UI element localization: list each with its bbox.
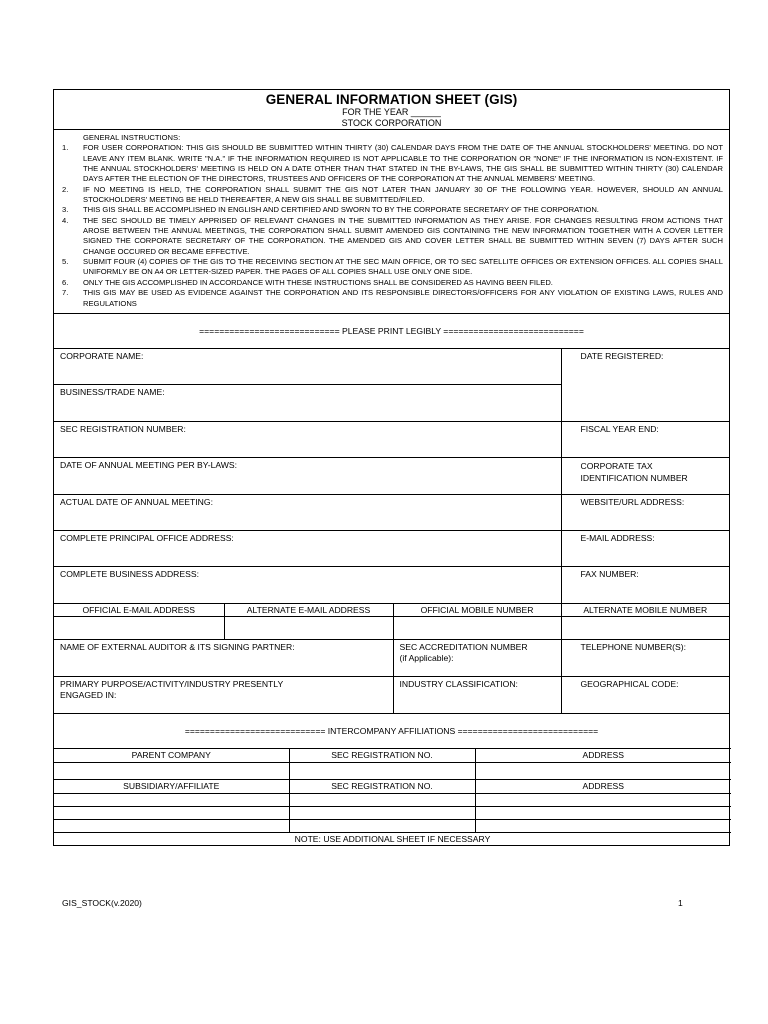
business-address-field[interactable] bbox=[54, 567, 561, 604]
gis-form bbox=[53, 89, 730, 846]
instruction-item bbox=[62, 205, 723, 215]
subsidiary-sec-reg-label: SEC REGISTRATION NO. bbox=[331, 780, 433, 791]
external-auditor-field[interactable] bbox=[54, 640, 393, 676]
telephone-field[interactable] bbox=[561, 640, 729, 676]
parent-sec-reg-label: SEC REGISTRATION NO. bbox=[331, 749, 433, 760]
official-email-input[interactable] bbox=[54, 617, 224, 640]
instruction-item bbox=[62, 143, 723, 184]
for-the-year: FOR THE YEAR ______ bbox=[342, 107, 441, 117]
sec-registration-number-label: SEC REGISTRATION NUMBER: bbox=[60, 424, 186, 435]
date-registered-field[interactable] bbox=[561, 349, 729, 422]
subsidiary-sec-reg-input[interactable] bbox=[289, 806, 475, 819]
parent-address-input[interactable] bbox=[475, 762, 731, 779]
corporate-tax-id-label-2: IDENTIFICATION NUMBER bbox=[580, 473, 688, 484]
sec-registration-number-field[interactable] bbox=[54, 422, 561, 458]
industry-classification-field[interactable] bbox=[393, 676, 561, 713]
parent-company-label: PARENT COMPANY bbox=[131, 749, 211, 760]
alternate-mobile-header bbox=[561, 604, 729, 617]
page-number: 1 bbox=[678, 898, 683, 908]
principal-office-address-label: COMPLETE PRINCIPAL OFFICE ADDRESS: bbox=[60, 533, 234, 544]
parent-company-header bbox=[54, 748, 289, 762]
corporate-name-field[interactable] bbox=[54, 349, 561, 385]
primary-purpose-field[interactable] bbox=[54, 676, 393, 713]
instruction-text: THE SEC SHOULD BE TIMELY APPRISED OF RELEVANT CHANGES IN THE SUBMITTED INFORMATION AS THEY ARISE. FOR CHANGES RESULTING FROM ACTIONS THAT AROSE BETWEEN THE ANNUAL MEETINGS, THE CORPORATION SHALL SUBMIT AMENDED GIS CONTAINING THE NEW INFORMATION TOGETHER WITH A COVER LETTER SIGNED THE CORPORATE SECRETARY OF THE CORPORATION. THE AMENDED GIS AND COVER LETTER SHALL BE SUBMITTED WITHIN SEVEN (7) DAYS AFTER SUCH CHANGE OCCURED OR BECAME EFFECTIVE. bbox=[83, 215, 723, 256]
primary-purpose-label-2: ENGAGED IN: bbox=[60, 689, 117, 700]
geographical-code-label: GEOGRAPHICAL CODE: bbox=[580, 678, 679, 689]
form-title: GENERAL INFORMATION SHEET (GIS) bbox=[265, 92, 518, 107]
industry-classification-label: INDUSTRY CLASSIFICATION: bbox=[399, 678, 518, 689]
sec-accreditation-label: SEC ACCREDITATION NUMBER bbox=[399, 642, 528, 653]
annual-meeting-date-field[interactable] bbox=[54, 458, 561, 495]
external-auditor-label: NAME OF EXTERNAL AUDITOR & ITS SIGNING PARTNER: bbox=[60, 642, 295, 653]
subsidiary-sec-reg-input[interactable] bbox=[289, 793, 475, 806]
instruction-number: 2. bbox=[62, 184, 69, 194]
instruction-item bbox=[62, 185, 723, 206]
form-header bbox=[54, 90, 729, 130]
fax-number-label: FAX NUMBER: bbox=[580, 569, 639, 580]
official-mobile-header bbox=[393, 604, 561, 617]
alternate-email-input[interactable] bbox=[224, 617, 393, 640]
subsidiary-header bbox=[54, 779, 289, 793]
business-name-label: BUSINESS/TRADE NAME: bbox=[60, 387, 165, 398]
parent-address-label: ADDRESS bbox=[582, 749, 625, 760]
fiscal-year-end-field[interactable] bbox=[561, 422, 729, 458]
instruction-text: FOR USER CORPORATION: THIS GIS SHOULD BE SUBMITTED WITHIN THIRTY (30) CALENDAR DAYS FROM THE DATE OF THE ANNUAL STOCKHOLDERS' MEETING. DO NOT LEAVE ANY ITEM BLANK. WRITE "N.A." IF THE INFORMATION REQUIRED IS NOT APPLICABLE TO THE CORPORATION OR "NONE" IF THE INFORMATION IS NON-EXISTENT. IF THE ANNUAL STOCKHOLDERS' MEETING IS HELD ON A DATE OTHER THAN THAT STATED IN THE BY-LAWS, THE GIS SHALL BE SUBMITTED WITHIN THIRTY (30) CALENDAR DAYS AFTER THE ELECTION OF THE DIRECTORS, TRUSTEES AND OFFICERS OF THE CORPORATION AT THE ANNUAL MEMBERS' MEETING. bbox=[83, 143, 723, 184]
subsidiary-sec-reg-input[interactable] bbox=[289, 819, 475, 832]
instruction-item bbox=[62, 278, 723, 288]
business-name-field[interactable] bbox=[54, 385, 561, 422]
instructions-heading: GENERAL INSTRUCTIONS: bbox=[83, 133, 181, 142]
parent-sec-reg-input[interactable] bbox=[289, 762, 475, 779]
annual-meeting-date-label: DATE OF ANNUAL MEETING PER BY-LAWS: bbox=[60, 460, 238, 471]
instruction-item bbox=[62, 216, 723, 257]
official-mobile-input[interactable] bbox=[393, 617, 561, 640]
telephone-label: TELEPHONE NUMBER(S): bbox=[580, 642, 687, 653]
fiscal-year-end-label: FISCAL YEAR END: bbox=[580, 424, 659, 435]
corporate-tax-id-label: CORPORATE TAX bbox=[580, 461, 653, 472]
parent-address-header bbox=[475, 748, 731, 762]
email-address-field[interactable] bbox=[561, 531, 729, 567]
subsidiary-address-input[interactable] bbox=[475, 793, 731, 806]
instruction-text: THIS GIS MAY BE USED AS EVIDENCE AGAINST THE CORPORATION AND ITS RESPONSIBLE DIRECTORS/OFFICERS FOR ANY VIOLATION OF EXISTING LAWS, RULES AND REGULATIONS bbox=[83, 288, 723, 308]
instruction-text: THIS GIS SHALL BE ACCOMPLISHED IN ENGLISH AND CERTIFIED AND SWORN TO BY THE CORPORATE SECRETARY OF THE CORPORATION. bbox=[83, 205, 599, 215]
parent-sec-reg-header bbox=[289, 748, 475, 762]
subsidiary-input[interactable] bbox=[54, 806, 289, 819]
alternate-email-label: ALTERNATE E-MAIL ADDRESS bbox=[246, 605, 371, 616]
instruction-item bbox=[62, 288, 723, 309]
instruction-number: 5. bbox=[62, 257, 69, 267]
actual-meeting-date-label: ACTUAL DATE OF ANNUAL MEETING: bbox=[60, 497, 213, 508]
official-mobile-label: OFFICIAL MOBILE NUMBER bbox=[420, 605, 534, 616]
corporate-tax-id-field[interactable] bbox=[561, 458, 729, 495]
note-label: NOTE: USE ADDITIONAL SHEET IF NECESSARY bbox=[294, 833, 491, 844]
form-code: GIS_STOCK(v.2020) bbox=[62, 898, 142, 908]
affiliations-table bbox=[54, 748, 731, 846]
corporate-info-table bbox=[54, 349, 729, 641]
date-registered-label: DATE REGISTERED: bbox=[580, 350, 664, 361]
alternate-mobile-label: ALTERNATE MOBILE NUMBER bbox=[583, 605, 708, 616]
website-label: WEBSITE/URL ADDRESS: bbox=[580, 497, 685, 508]
subsidiary-label: SUBSIDIARY/AFFILIATE bbox=[123, 780, 220, 791]
sec-accreditation-sublabel: (if Applicable): bbox=[399, 653, 454, 664]
instruction-number: 1. bbox=[62, 143, 69, 153]
auditor-info-table bbox=[54, 640, 729, 714]
alternate-mobile-input[interactable] bbox=[561, 617, 729, 640]
instruction-text: SUBMIT FOUR (4) COPIES OF THE GIS TO THE RECEIVING SECTION AT THE SEC MAIN OFFICE, OR TO SEC SATELLITE OFFICES OR EXTENSION OFFICES. ALL COPIES SHALL UNIFORMLY BE ON A4 OR LETTER-SIZED PAPER. THE PAGES OF ALL COPIES SHALL USE ONLY ONE SIDE. bbox=[83, 257, 723, 277]
instruction-number: 7. bbox=[62, 288, 69, 298]
subsidiary-address-label: ADDRESS bbox=[582, 780, 625, 791]
instruction-item bbox=[62, 257, 723, 278]
principal-office-address-field[interactable] bbox=[54, 531, 561, 567]
geographical-code-field[interactable] bbox=[561, 676, 729, 713]
instruction-number: 4. bbox=[62, 215, 69, 225]
actual-meeting-date-field[interactable] bbox=[54, 495, 561, 531]
corporate-name-label: CORPORATE NAME: bbox=[60, 350, 144, 361]
instruction-number: 6. bbox=[62, 277, 69, 287]
business-address-label: COMPLETE BUSINESS ADDRESS: bbox=[60, 569, 199, 580]
instruction-text: ONLY THE GIS ACCOMPLISHED IN ACCORDANCE WITH THESE INSTRUCTIONS SHALL BE CONSIDERED AS HAVING BEEN FILED. bbox=[83, 277, 553, 287]
subsidiary-sec-reg-header bbox=[289, 779, 475, 793]
subsidiary-address-header bbox=[475, 779, 731, 793]
alternate-email-header bbox=[224, 604, 393, 617]
subsidiary-input[interactable] bbox=[54, 793, 289, 806]
subsidiary-address-input[interactable] bbox=[475, 819, 731, 832]
instruction-text: IF NO MEETING IS HELD, THE CORPORATION SHALL SUBMIT THE GIS NOT LATER THAN JANUARY 30 OF THE FOLLOWING YEAR. HOWEVER, SHOULD AN ANNUAL STOCKHOLDERS' MEETING BE HELD THEREAFTER, A NEW GIS SHALL BE SUBMITTED/FILED. bbox=[83, 184, 723, 205]
official-email-label: OFFICIAL E-MAIL ADDRESS bbox=[82, 605, 196, 616]
primary-purpose-label: PRIMARY PURPOSE/ACTIVITY/INDUSTRY PRESENTLY bbox=[60, 678, 284, 689]
additional-sheet-note bbox=[54, 832, 731, 845]
official-email-header bbox=[54, 604, 224, 617]
print-legibly-banner: ============================ PLEASE PRINT LEGIBLY ============================ bbox=[54, 314, 729, 349]
instruction-number: 3. bbox=[62, 205, 69, 215]
email-address-label: E-MAIL ADDRESS: bbox=[580, 533, 655, 544]
corporation-type: STOCK CORPORATION bbox=[341, 118, 442, 128]
subsidiary-address-input[interactable] bbox=[475, 806, 731, 819]
intercompany-affiliations-banner: ============================ INTERCOMPANY AFFILIATIONS ============================ bbox=[184, 725, 599, 736]
general-instructions bbox=[54, 130, 729, 314]
subsidiary-input[interactable] bbox=[54, 819, 289, 832]
website-field[interactable] bbox=[561, 495, 729, 531]
fax-number-field[interactable] bbox=[561, 567, 729, 604]
sec-accreditation-field[interactable] bbox=[393, 640, 561, 676]
parent-company-input[interactable] bbox=[54, 762, 289, 779]
